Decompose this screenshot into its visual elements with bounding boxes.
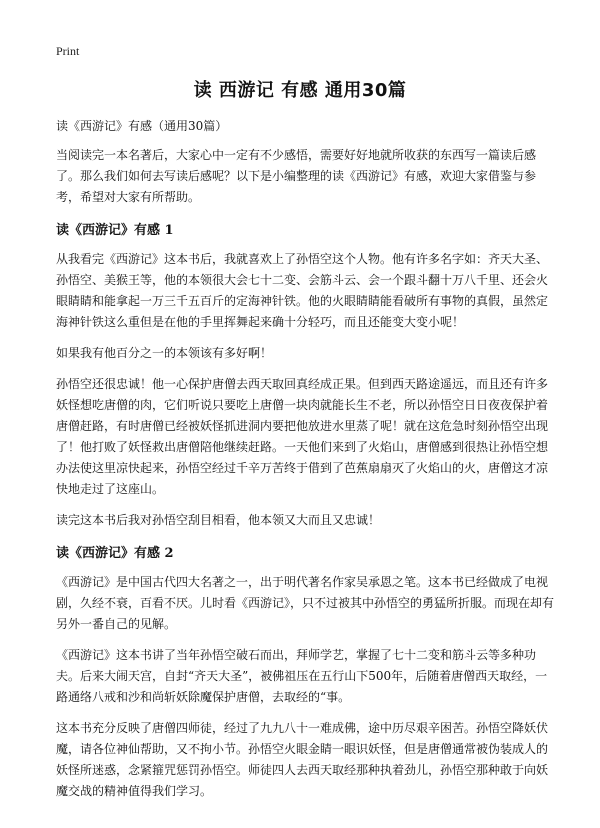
section-1-paragraph: 如果我有他百分之一的本领该有多好啊！ bbox=[56, 346, 273, 360]
subtitle: 读《西游记》有感（通用30篇） bbox=[56, 119, 228, 133]
page-title: 读 西游记 有感 通用30篇 bbox=[193, 80, 407, 101]
section-1-paragraph: 读完这本书后我对孙悟空刮目相看，他本领又大而且又忠诚！ bbox=[56, 513, 381, 527]
intro-paragraph: 当阅读完一本名著后，大家心中一定有不少感悟，需要好好地就所收获的东西写一篇读后感了。那么我们如何去写读后感呢？以下是小编整理的读《西游记》有感，欢迎大家借鉴与参考，希望对大家有所帮助。 bbox=[56, 148, 537, 204]
section-2-paragraph: 这本书充分反映了唐僧四师徒，经过了九九八十一难成佛，途中历尽艰辛困苦。孙悟空降妖伏魔，请各位神仙帮助，又不拘小节。孙悟空火眼金睛一眼识妖怪，但是唐僧通常被伪装成人的妖怪所迷惑，念紧箍咒惩罚孙悟空。师徒四人去西天取经那种执着劲儿，孙悟空那种敢于向妖魔交战的精神值得我们学习。 bbox=[56, 721, 549, 798]
section-heading-1: 读《西游记》有感 1 bbox=[56, 223, 174, 238]
section-2-paragraph: 《西游记》这本书讲了当年孙悟空破石而出，拜师学艺，掌握了七十二变和筋斗云等多种功夫。后来大闹天宫，自封“齐天大圣”，被佛祖压在五行山下500年，后随着唐僧西天取经，一路通络八戒和沙和尚斩妖除魔保护唐僧，去取经的“事。 bbox=[56, 648, 548, 704]
document-body bbox=[56, 116, 556, 812]
section-2-paragraph: 《西游记》是中国古代四大名著之一，出于明代著名作家吴承恩之笔。这本书已经做成了电视剧，久经不衰，百看不厌。儿时看《西游记》，只不过被其中孙悟空的勇猛所折服。而现在却有另外一番自己的见解。 bbox=[56, 575, 555, 631]
section-1-paragraph: 从我看完《西游记》这本书后，我就喜欢上了孙悟空这个人物。他有许多名字如：齐天大圣、孙悟空、美猴王等，他的本领很大会七十二变、会筋斗云、会一个跟斗翻十万八千里、还会火眼睛睛和能拿起一万三千五百斤的定海神针铁。他的火眼睛睛能看破所有事物的真假，虽然定海神针铁这么重但是在他的手里挥舞起来确十分轻巧，而且还能变大变小呢！ bbox=[56, 252, 549, 329]
section-1-paragraph: 孙悟空还很忠诚！他一心保护唐僧去西天取回真经成正果。但到西天路途遥远，而且还有许多妖怪想吃唐僧的肉，它们听说只要吃上唐僧一块肉就能长生不老，所以孙悟空日日夜夜保护着唐僧赶路，有时唐僧已经被妖怪抓进洞内要把他放进水里蒸了呢！就在这危急时刻孙悟空出现了！他打败了妖怪救出唐僧陪他继续赶路。一天他们来到了火焰山，唐僧感到很热让孙悟空想办法使这里凉快起来，孙悟空经过千辛万苦终于借到了芭蕉扇扇灭了火焰山的火，唐僧这才凉快地走过了这座山。 bbox=[56, 377, 549, 496]
section-heading-2: 读《西游记》有感 2 bbox=[56, 546, 174, 561]
print-link[interactable]: Print bbox=[56, 44, 80, 58]
